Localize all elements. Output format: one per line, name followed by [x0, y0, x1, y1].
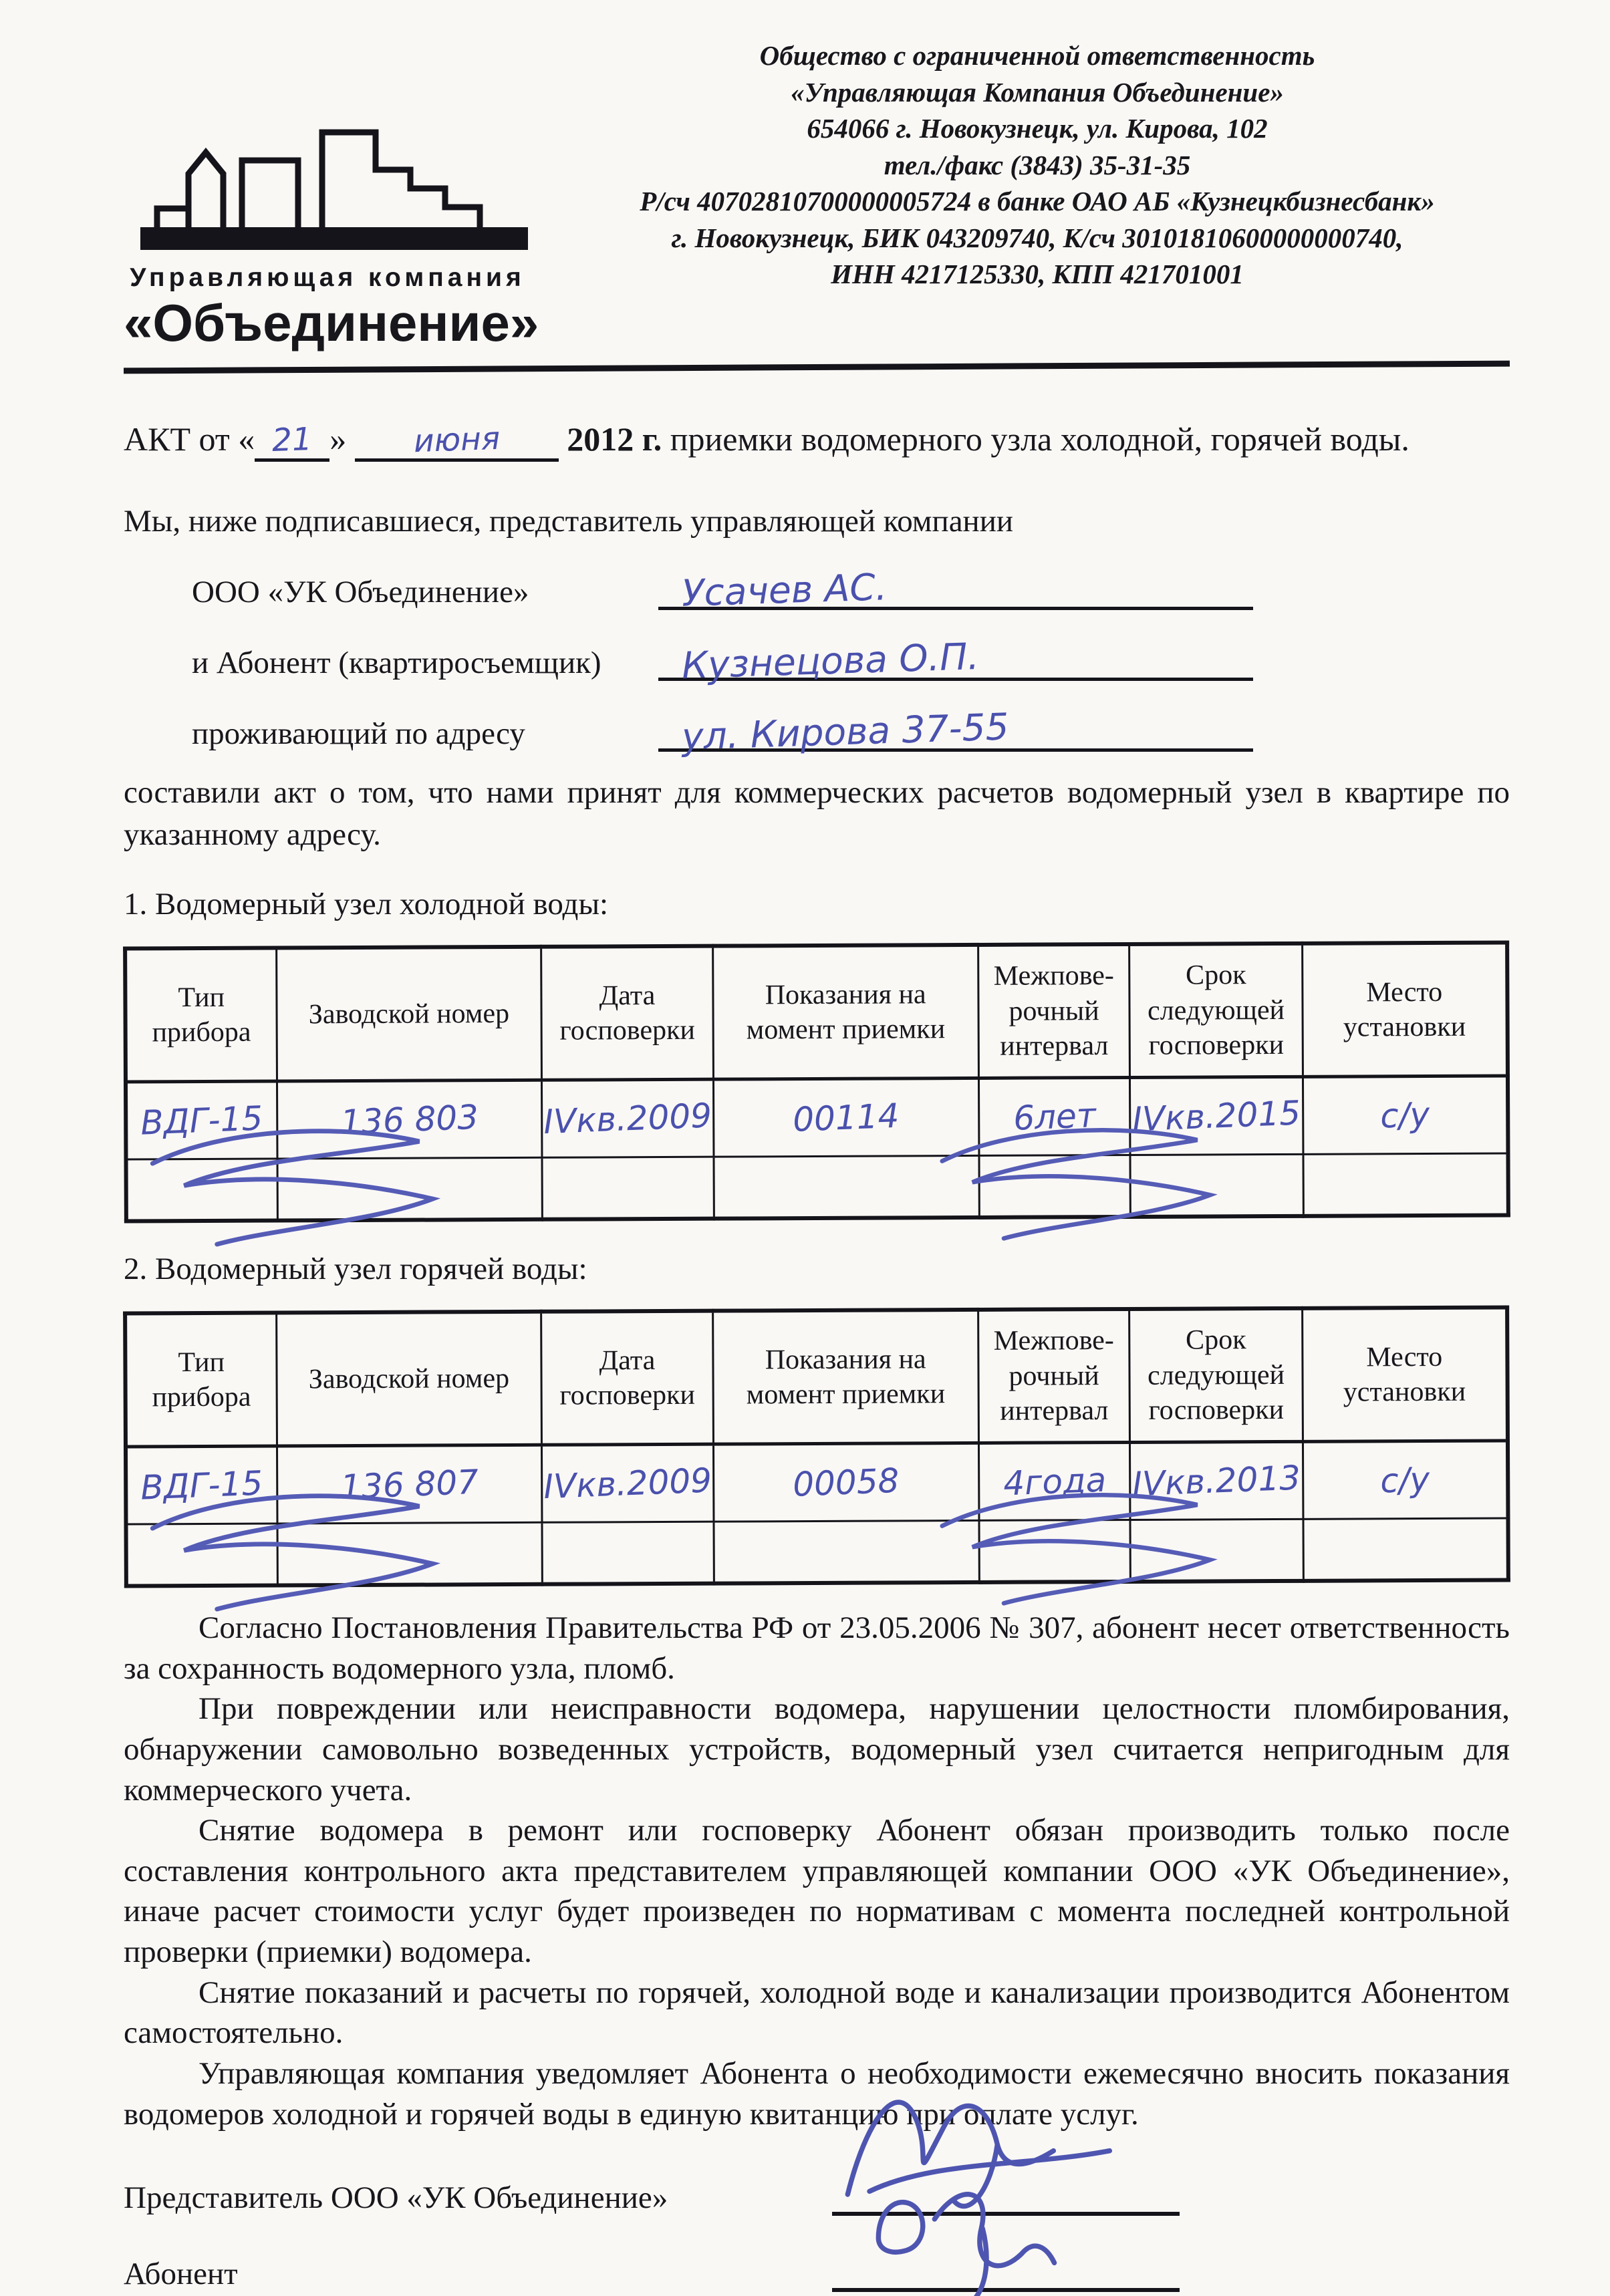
handwritten-value: IVкв.2009 — [543, 1461, 713, 1507]
handwritten-value: 00058 — [792, 1461, 900, 1504]
cold-water-data-row — [126, 1076, 1508, 1159]
intro-line: Мы, ниже подписавшиеся, представитель управляющей компании — [124, 504, 1014, 539]
handwritten-value: ВДГ-15 — [140, 1099, 264, 1143]
field-row-company — [124, 551, 1510, 615]
company-line: Р/сч 40702810700000005724 в банке ОАО АБ «Кузнецкбизнесбанк» — [640, 186, 1435, 217]
col-header-install-place: Место установки — [1302, 1307, 1508, 1441]
handwritten-value: 6лет — [1012, 1096, 1097, 1138]
statement-paragraph: составили акт о том, что нами принят для коммерческих расчетов водомерный узел в квартире по указанному адресу. — [124, 775, 1510, 852]
legal-paragraph: Управляющая компания уведомляет Абонента о необходимости ежемесячно вносить показания водомеров холодной и горячей воды в единую квитанцию при оплате услуг. — [124, 2055, 1510, 2132]
handwritten-representative-name: Усачев АС. — [681, 565, 888, 615]
field-label: ООО «УК Объединение» — [192, 575, 529, 609]
handwritten-value: 4года — [1002, 1460, 1107, 1503]
col-header-device-type: Тип прибора — [125, 1313, 277, 1447]
header-divider — [124, 361, 1510, 374]
cell-install-place — [1303, 1076, 1508, 1154]
signature-row — [126, 1153, 1508, 1222]
field-row-address — [124, 693, 1510, 758]
company-logo — [124, 32, 565, 353]
legal-paragraph: Снятие показаний и расчеты по горячей, холодной воде и канализации производится Абонентом самостоятельно. — [124, 1975, 1510, 2051]
company-line: тел./факс (3843) 35-31-35 — [884, 149, 1191, 180]
cell-verification-date — [542, 1079, 714, 1157]
cell-install-place — [1303, 1441, 1508, 1519]
title-text: АКТ от « — [124, 420, 255, 458]
cell-device-type — [126, 1081, 277, 1159]
legal-paragraph: Согласно Постановления Правительства РФ от 23.05.2006 № 307, абонент несет ответственность за сохранность водомерного узла, пломб. — [124, 1610, 1510, 1686]
hot-water-table-wrap — [123, 1305, 1510, 1588]
cell-next-verification — [1130, 1441, 1303, 1520]
handwritten-day: 21 — [271, 420, 313, 460]
title-year: 2012 г. — [567, 420, 662, 458]
cold-water-table-wrap — [123, 940, 1510, 1223]
month-blank — [355, 420, 559, 462]
field-writing-line — [658, 635, 1253, 687]
field-writing-line — [658, 705, 1253, 758]
city-skyline-icon — [124, 86, 565, 253]
handwritten-value: 136 803 — [340, 1097, 480, 1142]
signature-row — [126, 1518, 1508, 1586]
legal-paragraph: Снятие водомера в ремонт или госповерку Абонент обязан производить только после составления контрольного акта представителем управляющей компании ООО «УК Объединение», иначе расчет стоимости услуг будет произведен по нормативам с момента последней контрольной проверки (приемки) водомера. — [124, 1813, 1510, 1969]
cold-water-table — [123, 940, 1510, 1223]
cell-readings — [713, 1078, 978, 1157]
handwritten-value: с/у — [1379, 1095, 1431, 1136]
handwritten-month: июня — [412, 420, 501, 460]
handwritten-value: IVкв.2009 — [543, 1096, 713, 1142]
cell-serial-number — [277, 1080, 542, 1159]
col-header-next-verification: Срок следующей госповерки — [1129, 1308, 1303, 1443]
hot-water-table — [123, 1305, 1510, 1588]
handwritten-value: 00114 — [792, 1096, 900, 1139]
section-title-hot: 2. Водомерный узел горячей воды: — [124, 1252, 587, 1286]
handwritten-value: IVкв.2015 — [1131, 1093, 1302, 1139]
handwritten-value: IVкв.2013 — [1131, 1458, 1302, 1504]
logo-caption-top: Управляющая компания — [130, 263, 525, 292]
abonent-signature — [825, 2144, 1106, 2296]
field-row-abonent — [124, 622, 1510, 687]
day-blank — [255, 420, 329, 462]
company-line: Общество с ограниченной ответственность — [759, 40, 1315, 71]
cell-device-type — [126, 1446, 277, 1524]
representative-signature-row — [124, 2157, 1510, 2216]
abonent-label: Абонент — [124, 2257, 238, 2292]
col-header-readings: Показания на момент приемки — [713, 945, 979, 1079]
company-details — [565, 32, 1510, 353]
cell-readings — [713, 1443, 978, 1522]
company-line: 654066 г. Новокузнецк, ул. Кирова, 102 — [807, 113, 1268, 144]
col-header-install-place: Место установки — [1302, 942, 1508, 1077]
signature-line — [832, 2229, 1180, 2292]
handwritten-value: ВДГ-15 — [140, 1463, 264, 1508]
col-header-interval: Межповерочный интервал — [978, 944, 1130, 1078]
col-header-interval: Межповерочный интервал — [978, 1309, 1130, 1443]
handwritten-abonent-name: Кузнецова О.П. — [681, 635, 980, 687]
field-writing-line — [658, 564, 1253, 615]
legal-paragraph: При повреждении или неисправности водомера, нарушении целостности пломбирования, обнаружении самовольно возведенных устройств, водомерный узел считается непригодным для коммерческого учета. — [124, 1691, 1510, 1808]
title-text: » — [329, 420, 347, 458]
handwritten-value: 136 807 — [340, 1462, 480, 1507]
col-header-verification-date: Дата госповерки — [541, 946, 714, 1081]
cell-interval — [978, 1442, 1130, 1520]
field-label: проживающий по адресу — [192, 716, 525, 751]
section-title-cold: 1. Водомерный узел холодной воды: — [124, 887, 609, 921]
col-header-verification-date: Дата госповерки — [541, 1311, 714, 1445]
col-header-serial-number: Заводской номер — [276, 947, 541, 1081]
company-line: ИНН 4217125330, КПП 421701001 — [831, 259, 1244, 290]
hot-water-data-row — [126, 1441, 1508, 1524]
cell-interval — [978, 1077, 1130, 1155]
abonent-signature-row — [124, 2233, 1510, 2292]
document-title — [124, 420, 1510, 462]
logo-caption-bottom: «Объединение» — [124, 293, 539, 352]
cell-verification-date — [542, 1444, 714, 1522]
handwritten-address: ул. Кирова 37-55 — [681, 705, 1010, 758]
representative-label: Представитель ООО «УК Объединение» — [124, 2180, 668, 2216]
col-header-readings: Показания на момент приемки — [713, 1310, 979, 1444]
col-header-serial-number: Заводской номер — [276, 1312, 541, 1446]
cell-serial-number — [277, 1445, 542, 1524]
title-text: приемки водомерного узла холодной, горячей воды. — [670, 420, 1410, 458]
letterhead — [124, 32, 1510, 353]
col-header-device-type: Тип прибора — [125, 948, 277, 1082]
col-header-next-verification: Срок следующей госповерки — [1129, 944, 1303, 1078]
company-line: г. Новокузнецк, БИК 043209740, К/сч 30101810600000000740, — [671, 222, 1403, 253]
cell-next-verification — [1130, 1077, 1303, 1155]
handwritten-value: с/у — [1379, 1459, 1431, 1501]
field-label: и Абонент (квартиросъемщик) — [192, 645, 601, 680]
company-line: «Управляющая Компания Объединение» — [791, 76, 1284, 108]
